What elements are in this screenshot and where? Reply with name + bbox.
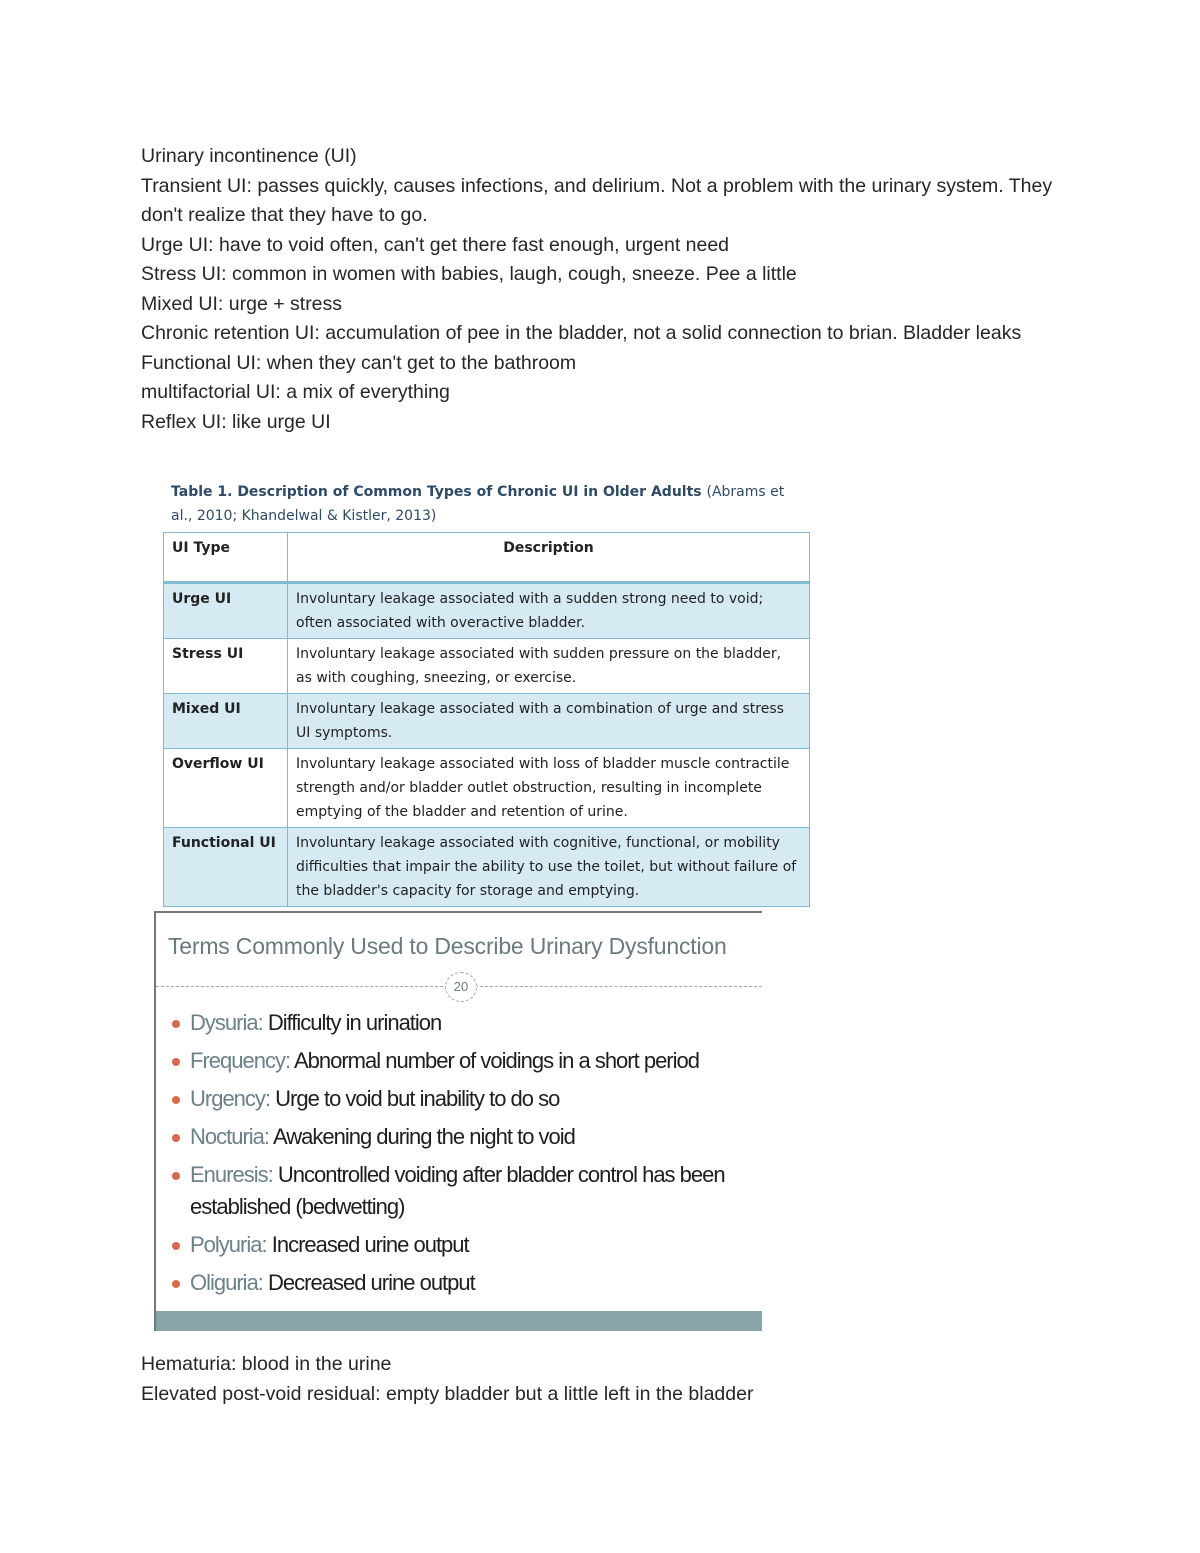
table-row xyxy=(164,583,810,639)
list-item xyxy=(172,1083,752,1115)
table-cell-type: Urge UI xyxy=(164,583,288,639)
slide-page-number: 20 xyxy=(445,972,477,1002)
term-label: Urgency: xyxy=(190,1086,271,1111)
term-label: Polyuria: xyxy=(190,1232,267,1257)
list-item xyxy=(172,1267,752,1299)
note-heading: Urinary incontinence (UI) xyxy=(141,145,357,167)
note-line: Transient UI: passes quickly, causes infections, and delirium. Not a problem with the urinary system. They don't realize that they have to go. xyxy=(141,174,1053,226)
note-line: Chronic retention UI: accumulation of pee in the bladder, not a solid connection to brian. Bladder leaks xyxy=(141,322,1022,344)
table-row xyxy=(164,639,810,694)
bullet-icon xyxy=(172,1058,180,1066)
table-cell-description: Involuntary leakage associated with cognitive, functional, or mobility difficulties that impair the ability to use the toilet, but without failure of the bladder's capacity for storage and emptying. xyxy=(288,828,810,907)
table-cell-type: Mixed UI xyxy=(164,694,288,749)
note-line: Stress UI: common in women with babies, laugh, cough, sneeze. Pee a little xyxy=(141,263,797,285)
table-cell-description: Involuntary leakage associated with sudden pressure on the bladder, as with coughing, sneezing, or exercise. xyxy=(288,639,810,694)
term-label: Frequency: xyxy=(190,1048,291,1073)
slide-term-list xyxy=(172,1007,752,1305)
slide-footer-bar xyxy=(156,1311,762,1331)
note-line: Urge UI: have to void often, can't get there fast enough, urgent need xyxy=(141,233,730,256)
list-item xyxy=(172,1045,752,1077)
table-header-ui-type: UI Type xyxy=(164,533,288,583)
note-line: multifactorial UI: a mix of everything xyxy=(141,381,450,403)
table-header-description: Description xyxy=(288,533,810,583)
bullet-icon xyxy=(172,1242,180,1250)
bullet-icon xyxy=(172,1280,180,1288)
bullet-icon xyxy=(172,1096,180,1104)
term-definition: Increased urine output xyxy=(271,1232,469,1257)
bullet-icon xyxy=(172,1134,180,1142)
notes-top xyxy=(141,142,1071,437)
list-item xyxy=(172,1007,752,1039)
term-definition: Difficulty in urination xyxy=(267,1010,442,1035)
table-caption xyxy=(171,480,810,528)
slide-title: Terms Commonly Used to Describe Urinary Dysfunction xyxy=(168,933,727,959)
table-cell-description: Involuntary leakage associated with a sudden strong need to void; often associated with overactive bladder. xyxy=(288,583,810,639)
urinary-terms-slide xyxy=(154,911,762,1331)
ui-types-table-figure xyxy=(163,480,810,907)
term-definition: Uncontrolled voiding after bladder control has been established (bedwetting) xyxy=(190,1162,725,1219)
bullet-icon xyxy=(172,1020,180,1028)
table-cell-type: Overflow UI xyxy=(164,749,288,828)
table-row xyxy=(164,828,810,907)
table-row xyxy=(164,749,810,828)
note-line: Hematuria: blood in the urine xyxy=(141,1353,392,1375)
term-label: Enuresis: xyxy=(190,1162,273,1187)
ui-types-table xyxy=(163,532,810,907)
table-caption-citation: (Abrams et al., 2010; Khandelwal & Kistler, 2013) xyxy=(171,484,785,524)
note-line: Mixed UI: urge + stress xyxy=(141,292,343,315)
term-definition: Urge to void but inability to do so xyxy=(275,1086,560,1111)
term-label: Dysuria: xyxy=(190,1010,263,1035)
table-row xyxy=(164,694,810,749)
list-item xyxy=(172,1229,752,1261)
term-label: Nocturia: xyxy=(190,1124,270,1149)
bullet-icon xyxy=(172,1172,180,1180)
term-definition: Decreased urine output xyxy=(268,1270,475,1295)
note-line: Functional UI: when they can't get to the bathroom xyxy=(141,351,577,374)
term-label: Oliguria: xyxy=(190,1270,263,1295)
list-item xyxy=(172,1121,752,1153)
table-cell-description: Involuntary leakage associated with a combination of urge and stress UI symptoms. xyxy=(288,694,810,749)
table-header-row xyxy=(164,533,810,583)
term-definition: Abnormal number of voidings in a short period xyxy=(293,1048,699,1073)
note-line: Elevated post-void residual: empty bladder but a little left in the bladder xyxy=(141,1382,754,1405)
list-item xyxy=(172,1159,752,1223)
notes-bottom xyxy=(141,1350,1071,1409)
table-cell-type: Functional UI xyxy=(164,828,288,907)
table-cell-type: Stress UI xyxy=(164,639,288,694)
table-caption-title: Table 1. Description of Common Types of Chronic UI in Older Adults xyxy=(171,484,702,500)
table-cell-description: Involuntary leakage associated with loss of bladder muscle contractile strength and/or bladder outlet obstruction, resulting in incomplete emptying of the bladder and retention of urine. xyxy=(288,749,810,828)
note-line: Reflex UI: like urge UI xyxy=(141,410,331,433)
term-definition: Awakening during the night to void xyxy=(272,1124,575,1149)
